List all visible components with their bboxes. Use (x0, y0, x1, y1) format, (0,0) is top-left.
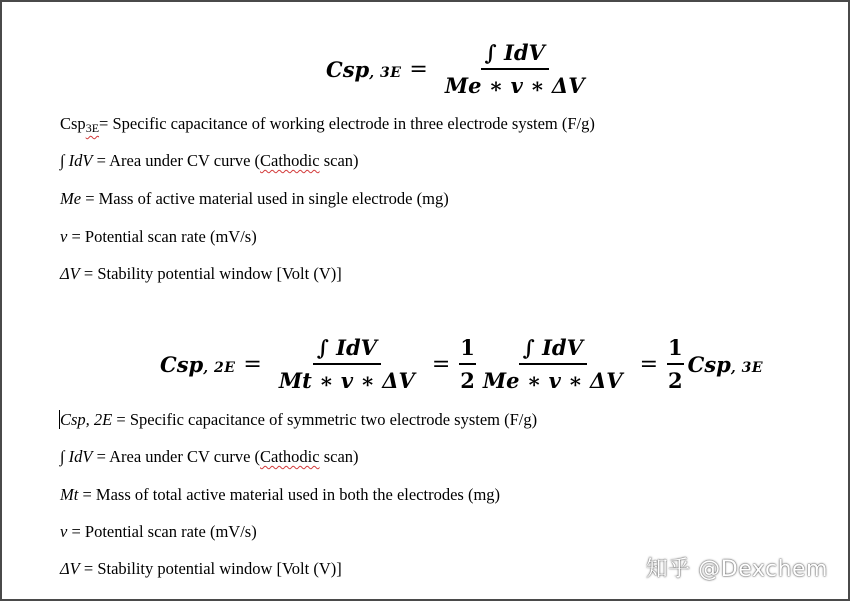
eq1-denominator: Me ∗ v ∗ ΔV (444, 73, 585, 98)
equation-two-electrode (160, 335, 763, 393)
definition-text: Stability potential window [Volt (V)] (97, 559, 342, 578)
symbol-csp: Csp (60, 114, 86, 133)
symbol-mt: Mt (60, 485, 79, 504)
symbol-integral: ∫ IdV (60, 447, 93, 466)
watermark: 知乎 @Dexchem (645, 557, 828, 582)
definition-sep: = (79, 264, 98, 283)
eq2-half1-numerator: 1 (459, 335, 476, 365)
definition-csp-2e (60, 410, 537, 430)
eq2-f2-numerator: ∫ IdV (519, 335, 587, 365)
eq1-equals: = (409, 56, 428, 82)
definition-delta-v-2 (60, 559, 342, 579)
eq1-lhs: Csp (326, 56, 370, 82)
eq2-rhs-sub: , 3E (730, 360, 764, 376)
eq2-lhs: Csp (160, 351, 204, 377)
definition-text: Potential scan rate (mV/s) (84, 227, 257, 246)
eq2-fraction-1 (275, 335, 419, 393)
definition-text: Specific capacitance of symmetric two electrode system (F/g) (129, 410, 538, 429)
definition-tail: scan) (319, 447, 359, 466)
eq2-rhs: Csp (687, 351, 731, 377)
eq2-half1-denominator: 2 (460, 368, 475, 393)
definition-sep: = (67, 227, 85, 246)
definition-v (60, 227, 257, 247)
eq2-equals-c: = (639, 351, 659, 377)
eq2-f2-denominator: Me ∗ v ∗ ΔV (482, 368, 623, 393)
eq2-equals-b: = (431, 351, 451, 377)
definition-text: Mass of active material used in single electrode (mg) (98, 189, 449, 208)
eq1-numerator: ∫ IdV (481, 40, 549, 70)
definition-text: Stability potential window [Volt (V)] (97, 264, 342, 283)
definition-text: Potential scan rate (mV/s) (84, 522, 257, 541)
definition-me (60, 189, 449, 209)
symbol-v: v (60, 522, 68, 541)
definition-sep: = (67, 522, 85, 541)
eq2-f1-numerator: ∫ IdV (313, 335, 381, 365)
definition-wavy: Cathodic (260, 151, 320, 170)
definition-sep: = (79, 559, 98, 578)
definition-integral (60, 151, 359, 171)
definition-text: Specific capacitance of working electrode in three electrode system (F/g) (108, 114, 595, 133)
definition-sep: = (81, 189, 99, 208)
definition-sep: = (99, 114, 109, 133)
equation-three-electrode (326, 40, 594, 98)
definition-mt (60, 485, 500, 505)
eq2-f1-denominator: Mt ∗ v ∗ ΔV (278, 368, 415, 393)
definition-integral-2 (60, 447, 359, 467)
definition-sep: = (92, 151, 110, 170)
symbol-integral: ∫ IdV (60, 151, 93, 170)
definition-text: Area under CV curve ( (109, 151, 261, 170)
symbol-delta-v: ΔV (60, 264, 80, 283)
eq1-fraction (441, 40, 589, 98)
definition-delta-v (60, 264, 342, 284)
definition-text: Area under CV curve ( (109, 447, 261, 466)
definition-sep: = (78, 485, 96, 504)
symbol-csp-2e: Csp, 2E (60, 410, 113, 429)
symbol-delta-v: ΔV (60, 559, 80, 578)
definition-text: Mass of total active material used in both the electrodes (mg) (95, 485, 501, 504)
eq2-half2-denominator: 2 (668, 368, 683, 393)
definition-tail: scan) (319, 151, 359, 170)
eq2-half-2 (667, 335, 684, 393)
symbol-v: v (60, 227, 68, 246)
eq2-half2-numerator: 1 (667, 335, 684, 365)
eq2-equals-a: = (243, 351, 262, 377)
symbol-me: Me (60, 189, 82, 208)
eq2-lhs-sub: , 2E (203, 360, 236, 376)
symbol-sub-3e: 3E (85, 121, 100, 135)
eq2-half-1 (459, 335, 476, 393)
eq2-fraction-2 (479, 335, 627, 393)
definition-sep: = (92, 447, 110, 466)
definition-csp-3e (60, 114, 595, 134)
definition-sep: = (112, 410, 130, 429)
definition-v-2 (60, 522, 257, 542)
eq1-lhs-sub: , 3E (369, 65, 402, 81)
definition-wavy: Cathodic (260, 447, 320, 466)
